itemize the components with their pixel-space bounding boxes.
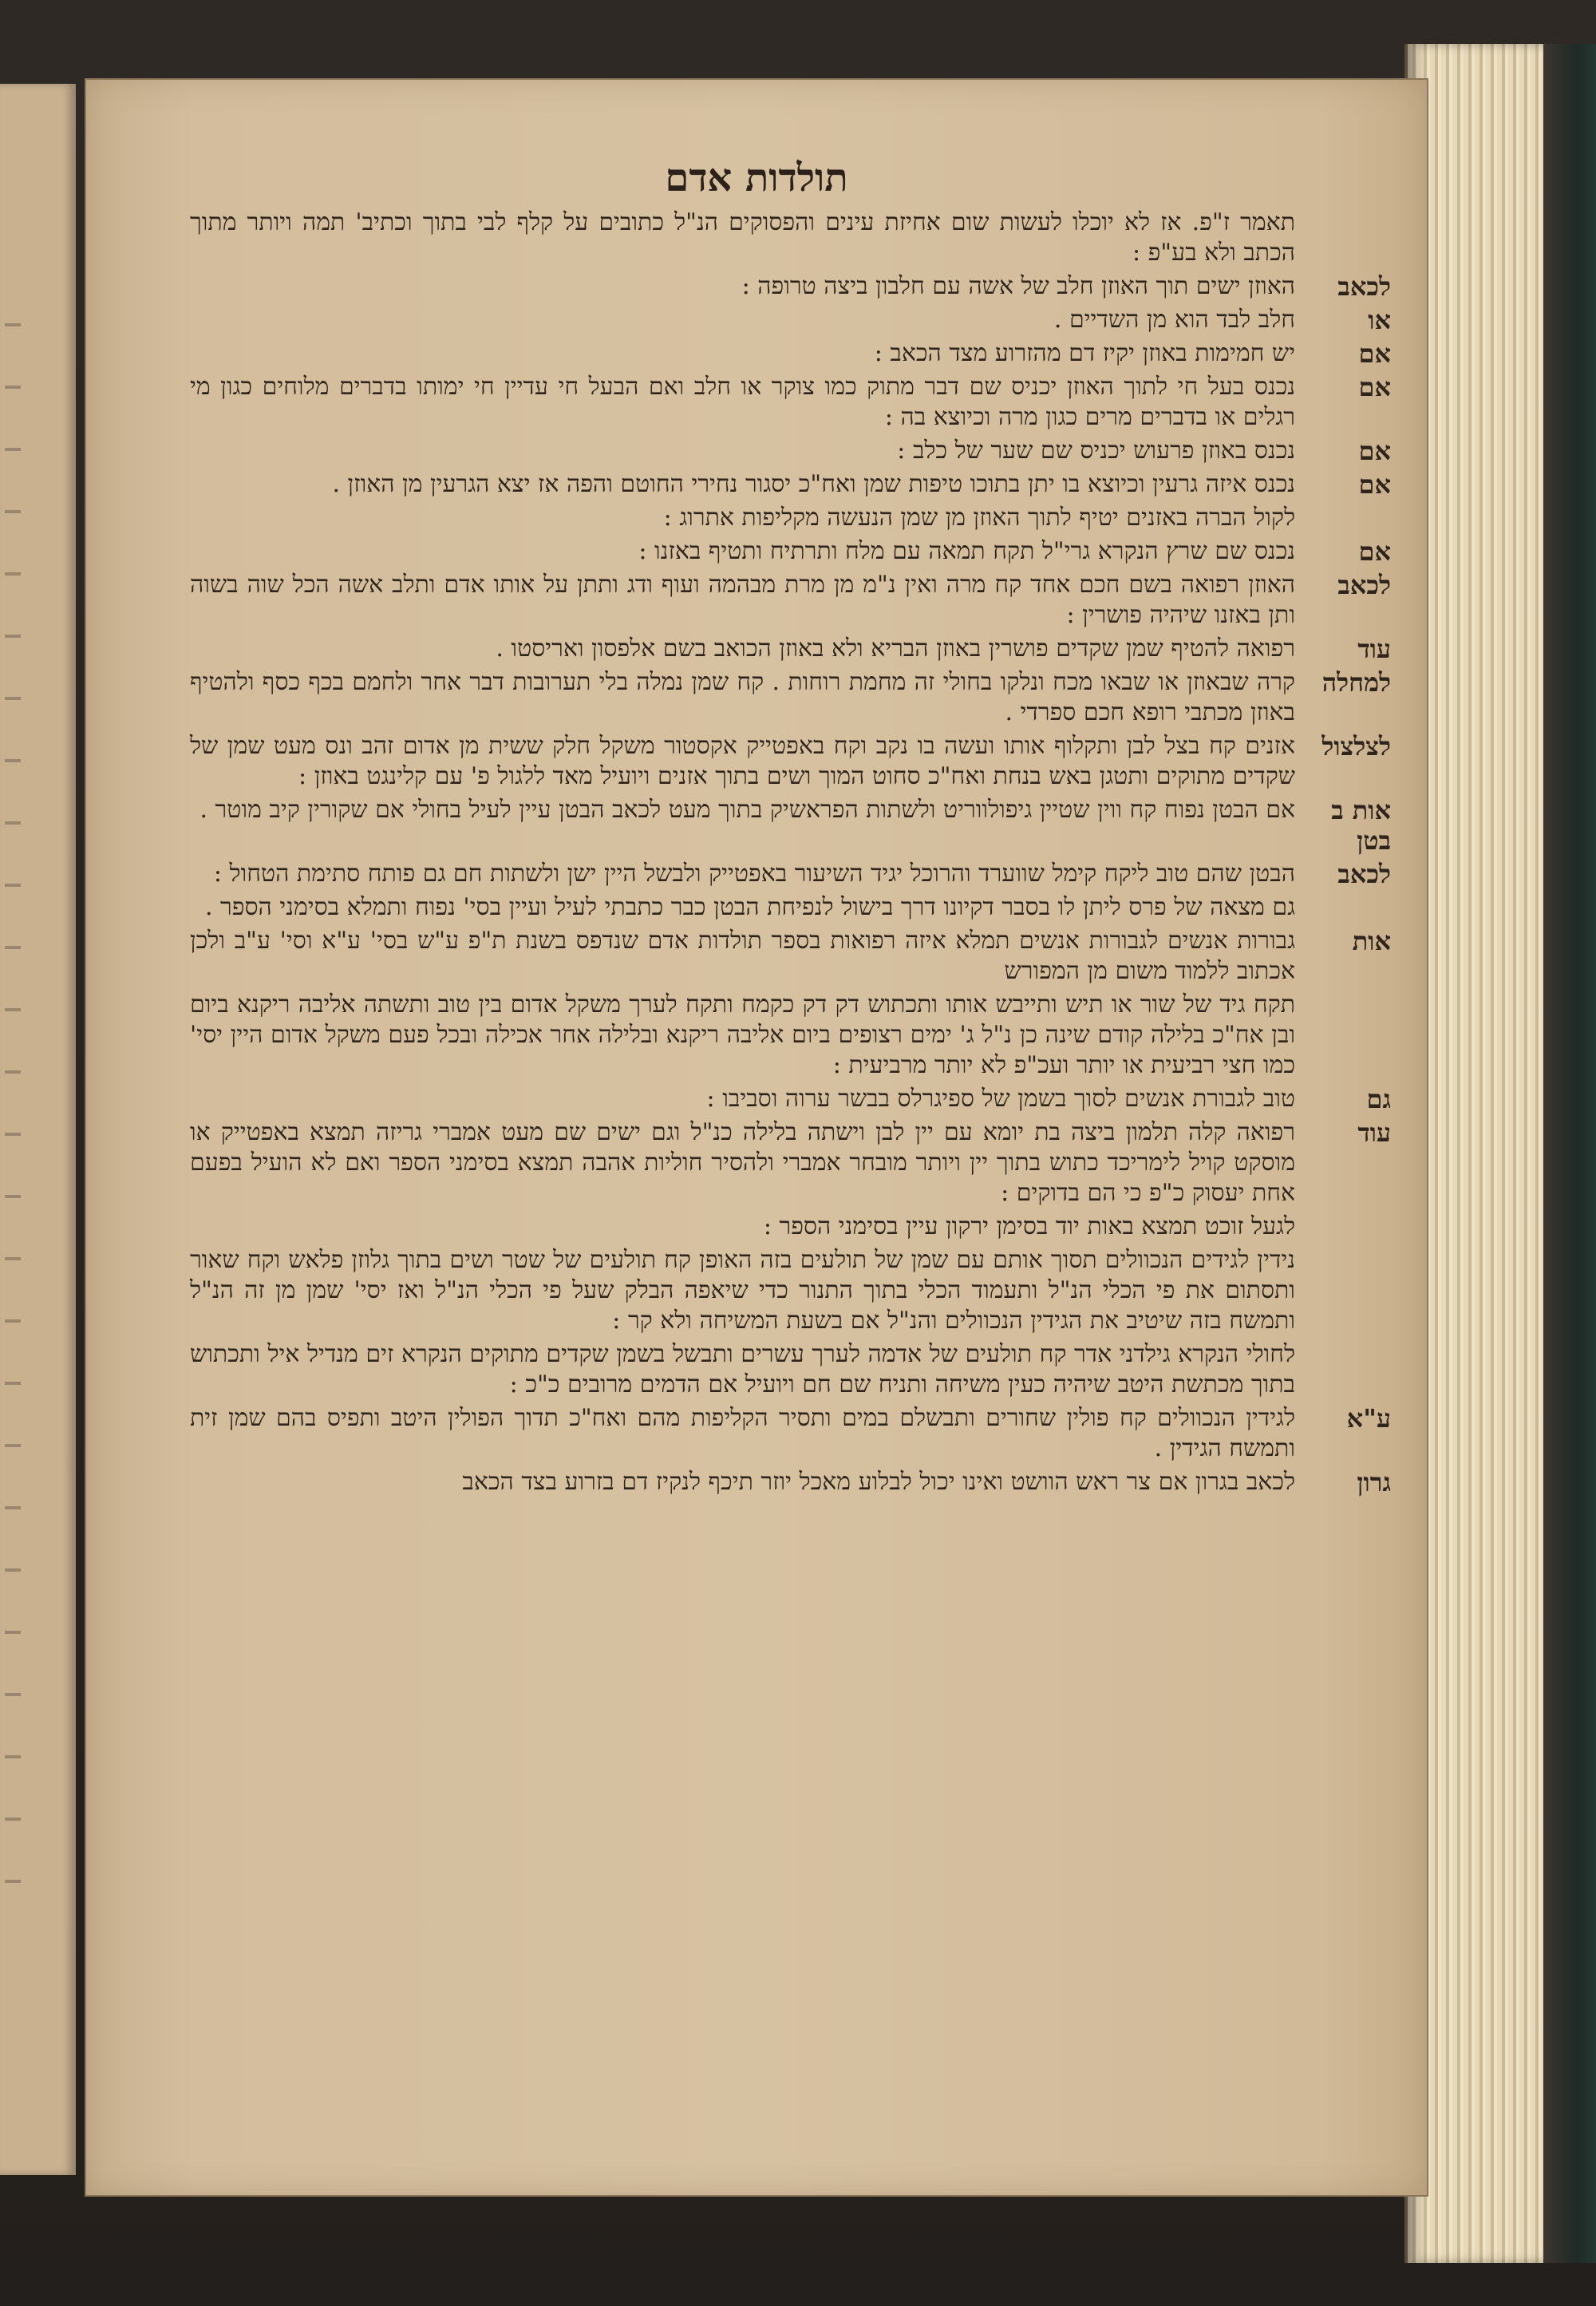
text-entry: [190, 372, 1391, 433]
entry-text: קרה שבאוזן או שבאו מכח ונלקו בחולי זה מחמת רוחות . קח שמן נמלה בלי תערובות דבר אחר ולחמם בכף כסף ולהטיף באוזן מכתבי רופא חכם ספרדי .: [190, 668, 1295, 726]
left-page-text-fragments: [5, 291, 21, 1888]
text-entry: [190, 503, 1391, 533]
entry-label: [1295, 892, 1391, 923]
entry-text: תאמר ז"פ. אז לא יוכלו לעשות שום אחיזת עינים והפסוקים הנ"ל כתובים על קלף לבי בתוך וכתיב' תמה ויותר מתוך הכתב ולא בע"פ :: [190, 208, 1295, 267]
entry-text: חלב לבד הוא מן השדיים .: [1053, 306, 1295, 334]
entry-text: נכנס באוזן פרעוש יכניס שם שער של כלב :: [897, 437, 1295, 465]
entry-label: אם: [1358, 469, 1391, 500]
text-entry: [190, 926, 1391, 987]
entry-label: אם: [1358, 536, 1391, 567]
entry-text: לקול הברה באזנים יטיף לתוך האוזן מן שמן הנעשה מקליפות אתרוג :: [663, 504, 1295, 532]
entry-text: גם מצאה של פרס ליתן לו בסבר דקיונו דרך בישול לנפיחת הבטן כבר כתבתי לעיל ועיין בסי' נפוח ותמלא בסימני הספר .: [204, 893, 1295, 921]
entry-label: [1295, 1339, 1391, 1400]
text-entry: [190, 859, 1391, 889]
text-entry: [190, 667, 1391, 728]
text-entry: [190, 1403, 1391, 1464]
entry-text: האוזן ישים תוך האוזן חלב של אשה עם חלבון ביצה טרופה :: [741, 272, 1295, 300]
entry-label: למחלה: [1321, 667, 1391, 698]
entry-text: נידין לגידים הנכוולים תסוך אותם עם שמן של תולעים בזה האופן קח תולעים של שטר ושים בתוך גלוזן פלאש וקח שאור ותסתום את פי הכלי הנ"ל ותעמוד הכלי בתוך התנור כדי שיאפה הבלק שעל פי הכלי הנ"ל ואז יסי' שמן מן זה הנ"ל ותמשח בזה שיטיב את הגידין הנכוולים והנ"ל אם בשעת המשיחה ולא קר :: [190, 1246, 1295, 1335]
text-entry: [190, 1339, 1391, 1400]
entry-text: לגידין הנכוולים קח פולין שחורים ותבשלם במים ותסיר הקליפות מהם ואח"כ תדוך הפולין היטב ותפיס בהם שמן זית ותמשח הגידין .: [190, 1404, 1295, 1462]
text-entry: [190, 305, 1391, 335]
entry-label: עוד: [1357, 1117, 1391, 1148]
text-entry: [190, 536, 1391, 567]
entry-text: נכנס איזה גרעין וכיוצא בו יתן בתוכו טיפות שמן ואח"כ יסגור נחירי החוטם והפה אז יצא הגרעין מן האוזן .: [332, 470, 1295, 498]
text-entry: [190, 634, 1391, 664]
entry-text: לחולי הנקרא גילדני אדר קח תולעים של אדמה לערך עשרים ותבשל בשמן שקדים מתוקים הנקרא זים מנדיל איל ותכתוש בתוך מכתשת היטב שיהיה כעין משיחה ותניח שם חם ויועיל אם הדמים מרובים כ"כ :: [190, 1340, 1295, 1398]
book-page: [86, 80, 1427, 2195]
entry-text: נכנס שם שרץ הנקרא גרי"ל תקח תמאה עם מלח ותרתיח ותטיף באזנו :: [638, 537, 1295, 565]
text-entry: [190, 570, 1391, 631]
entry-text: אזנים קח בצל לבן ותקלוף אותו ועשה בו נקב וקח באפטייק אקסטור משקל חלק ששית מן אדום זהב ונס מעט שמן של שקדים מתוקים ותטגן באש בנחת ואח"כ סחוט המוך ושים בתוך אזנים ויועיל מאד ללגול פ' עם קלינגט באוזן :: [190, 732, 1295, 790]
entry-text: טוב לגבורת אנשים לסוך בשמן של ספיגרלס בבשר ערוה וסביבו :: [706, 1085, 1295, 1113]
entry-text: רפואה להטיף שמן שקדים פושרין באוזן הבריא ולא באוזן הכואב בשם אלפסון ואריסטו .: [496, 635, 1295, 663]
book-page-edges: [1404, 44, 1596, 2263]
entry-text: האוזן רפואה בשם חכם אחד קח מרה ואין נ"מ מן מרת מבהמה ועוף ודג ותתן על אותו אדם ותלב אשה הכל שוה בשוה ותן באזנו שיהיה פושרין :: [190, 571, 1295, 629]
text-entry: [190, 990, 1391, 1081]
text-entry: [190, 1084, 1391, 1114]
entry-text: גבורות אנשים לגבורות אנשים תמלא איזה רפואות בספר תולדות אדם שנדפס בשנת ת"פ ע"ש בסי' ע"א וסי' ע"ב ולכן אכתוב ללמוד משום מן המפורש: [190, 927, 1295, 985]
text-entry: [190, 1117, 1391, 1208]
left-page-edge: [0, 84, 76, 2175]
entry-text: לכאב בגרון אם צר ראש הוושט ואינו יכול לבלוע מאכל יוזר תיכף לנקיז דם בזרוע בצד הכאב: [462, 1468, 1295, 1496]
entry-label: [1295, 1212, 1391, 1242]
entry-label: עוד: [1357, 634, 1391, 664]
entry-label: גם: [1366, 1084, 1391, 1114]
text-entry: [190, 731, 1391, 792]
text-entry: [190, 1212, 1391, 1242]
entry-text: רפואה קלה תלמון ביצה בת יומא עם יין לבן וישתה בלילה כנ"ל וגם ישים שם מעט אמברי גריזה תמצא באפטייק או מוסקט קויל לימריכד כתוש בתוך יין ויותר מובחר אמברי ולהסיר חוליות אהבה תמצא בסימני הספר ואם לא הועיל בפעם אחת יעסוק כ"פ כי הם בדוקים :: [190, 1118, 1295, 1207]
text-entry: [190, 1467, 1391, 1497]
entry-label: לכאב: [1337, 859, 1391, 889]
entry-label: [1295, 990, 1391, 1081]
text-entry: [190, 208, 1391, 268]
entry-text: תקח גיד של שור או תיש ותייבש אותו ותכתוש דק דק כקמח ותקח לערך משקל אדום בין טוב ותשתה אליבה ריקנא ביום ובן אח"כ בלילה קודם שינה כן נ"ל ג' ימים רצופים ביום אליבה ריקנא ובלילה אחר אכילה ובכל פעם משקל אדום היין יסי' כמו חצי רביעית או יותר ועכ"פ לא יותר מרביעית :: [190, 991, 1295, 1079]
entry-text: הבטן שהם טוב ליקח קימל שווערד והרוכל יגיד השיעור באפטייק ולבשל היין ישן ולשתות חם גם פותח סתימת הטחול :: [213, 860, 1295, 888]
entry-text: לגעל זוכט תמצא באות יוד בסימן ירקון עיין בסימני הספר :: [763, 1212, 1295, 1240]
entry-label: או: [1368, 305, 1391, 335]
entry-text: יש חמימות באוזן יקיז דם מהזרוע מצד הכאב :: [874, 339, 1295, 367]
entry-label: לכאב: [1337, 570, 1391, 600]
entry-label: אם: [1358, 338, 1391, 369]
entry-label: [1295, 1245, 1391, 1336]
entry-label: ע"א: [1346, 1403, 1391, 1434]
entry-label: אם: [1358, 436, 1391, 466]
book-cover: [1543, 44, 1596, 2263]
text-entry: [190, 469, 1391, 500]
entry-label: אות ב בטן: [1331, 795, 1391, 856]
text-entry: [190, 436, 1391, 466]
text-entry: [190, 892, 1391, 923]
entry-label: גרון: [1357, 1467, 1391, 1497]
text-entry: [190, 271, 1391, 302]
entry-text: אם הבטן נפוח קח ווין שטיין גיפולווריט ולשתות הפראשיק בתוך מעט לכאב הבטן עיין לעיל בחולי אם שקורין קיב מוטר .: [200, 796, 1295, 824]
text-entry: [190, 795, 1391, 856]
text-entry: [190, 338, 1391, 369]
text-entry: [190, 1245, 1391, 1336]
entry-label: לכאב: [1337, 271, 1391, 302]
entry-text: נכנס בעל חי לתוך האוזן יכניס שם דבר מתוק כמו צוקר או חלב ואם הבעל חי עדיין חי ימותו בדברים מלוחים כגון מי רגלים או בדברים מרים כגון מרה וכיוצא בה :: [190, 373, 1295, 431]
page-body: [190, 208, 1391, 1501]
entry-label: לצלצול: [1321, 731, 1391, 761]
entry-label: אות: [1352, 926, 1391, 956]
entry-label: [1295, 208, 1391, 268]
entry-label: [1295, 503, 1391, 533]
page-title: תולדות אדם: [665, 156, 848, 200]
entry-label: אם: [1358, 372, 1391, 402]
